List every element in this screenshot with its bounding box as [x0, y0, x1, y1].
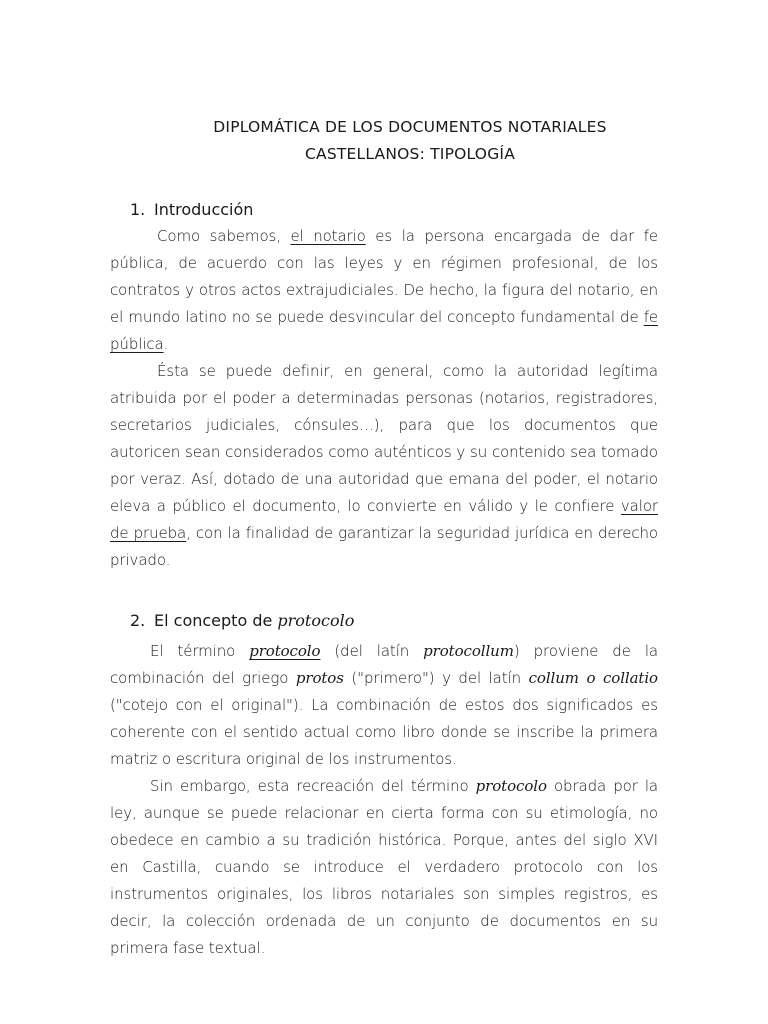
italic-term: collum o collatio [528, 669, 658, 687]
section-1-body [110, 223, 658, 574]
paragraph [110, 773, 658, 962]
section-heading-text: El concepto de [154, 611, 278, 630]
section-heading-text: Introducción [154, 200, 254, 219]
text-run: El término [150, 642, 250, 660]
underlined-term: fe pública [110, 308, 658, 353]
paragraph [110, 358, 658, 574]
text-run: Sin embargo, esta recreación del término [150, 777, 476, 795]
text-run: . [163, 335, 169, 353]
text-run: Ésta se puede definir, en general, como la autoridad legítima atribuida por el poder a determinadas personas (notarios, registradores, secretarios judiciales, cónsules…), para que los documentos que autoricen sean considerados como auténticos y su contenido sea tomado por veraz. Así, dotado de una autoridad que emana del poder, el notario eleva a público el documento, lo convierte en válido y le confiere [110, 362, 658, 515]
text-run: Como sabemos, [157, 227, 291, 245]
section-number: 2. [130, 611, 146, 630]
section-heading-italic: protocolo [277, 611, 355, 630]
underlined-term: valor de prueba [110, 497, 658, 542]
text-run: ) proviene de la combinación del griego [110, 642, 658, 687]
underlined-italic-term: protocolo [249, 642, 321, 660]
section-heading-introduccion [130, 200, 253, 219]
section-heading-protocolo [130, 611, 354, 630]
section-2-body [110, 638, 658, 962]
document-title-line-2: CASTELLANOS: TIPOLOGÍA [305, 145, 515, 163]
text-run: obrada por la ley, aunque se puede relacionar en cierta forma con su etimología, no obedece en cambio a su tradición histórica. Porque, antes del siglo XVI en Castilla, cuando se introduce el verdadero protocolo con los instrumentos originales, los libros notariales son simples registros, es decir, la colección ordenada de un conjunto de documentos en su primera fase textual. [110, 777, 658, 957]
text-run: ("primero") y del latín [343, 669, 529, 687]
text-run: (del latín [320, 642, 424, 660]
paragraph [110, 638, 658, 773]
text-run: ("cotejo con el original"). La combinación de estos dos significados es coherente con el sentido actual como libro donde se inscribe la primera matriz o escritura original de los instrumentos. [110, 696, 658, 768]
italic-term: protocolo [475, 777, 547, 795]
section-number: 1. [130, 200, 146, 219]
document-title-line-1: DIPLOMÁTICA DE LOS DOCUMENTOS NOTARIALES [213, 118, 607, 136]
text-run: , con la finalidad de garantizar la seguridad jurídica en derecho privado. [110, 524, 658, 569]
text-run: es la persona encargada de dar fe pública, de acuerdo con las leyes y en régimen profesional, de los contratos y otros actos extrajudiciales. De hecho, la figura del notario, en el mundo latino no se puede desvincular del concepto fundamental de [110, 227, 658, 326]
italic-term: protos [295, 669, 344, 687]
underlined-term: el notario [290, 227, 366, 245]
paragraph [110, 223, 658, 358]
italic-term: protocollum [423, 642, 514, 660]
